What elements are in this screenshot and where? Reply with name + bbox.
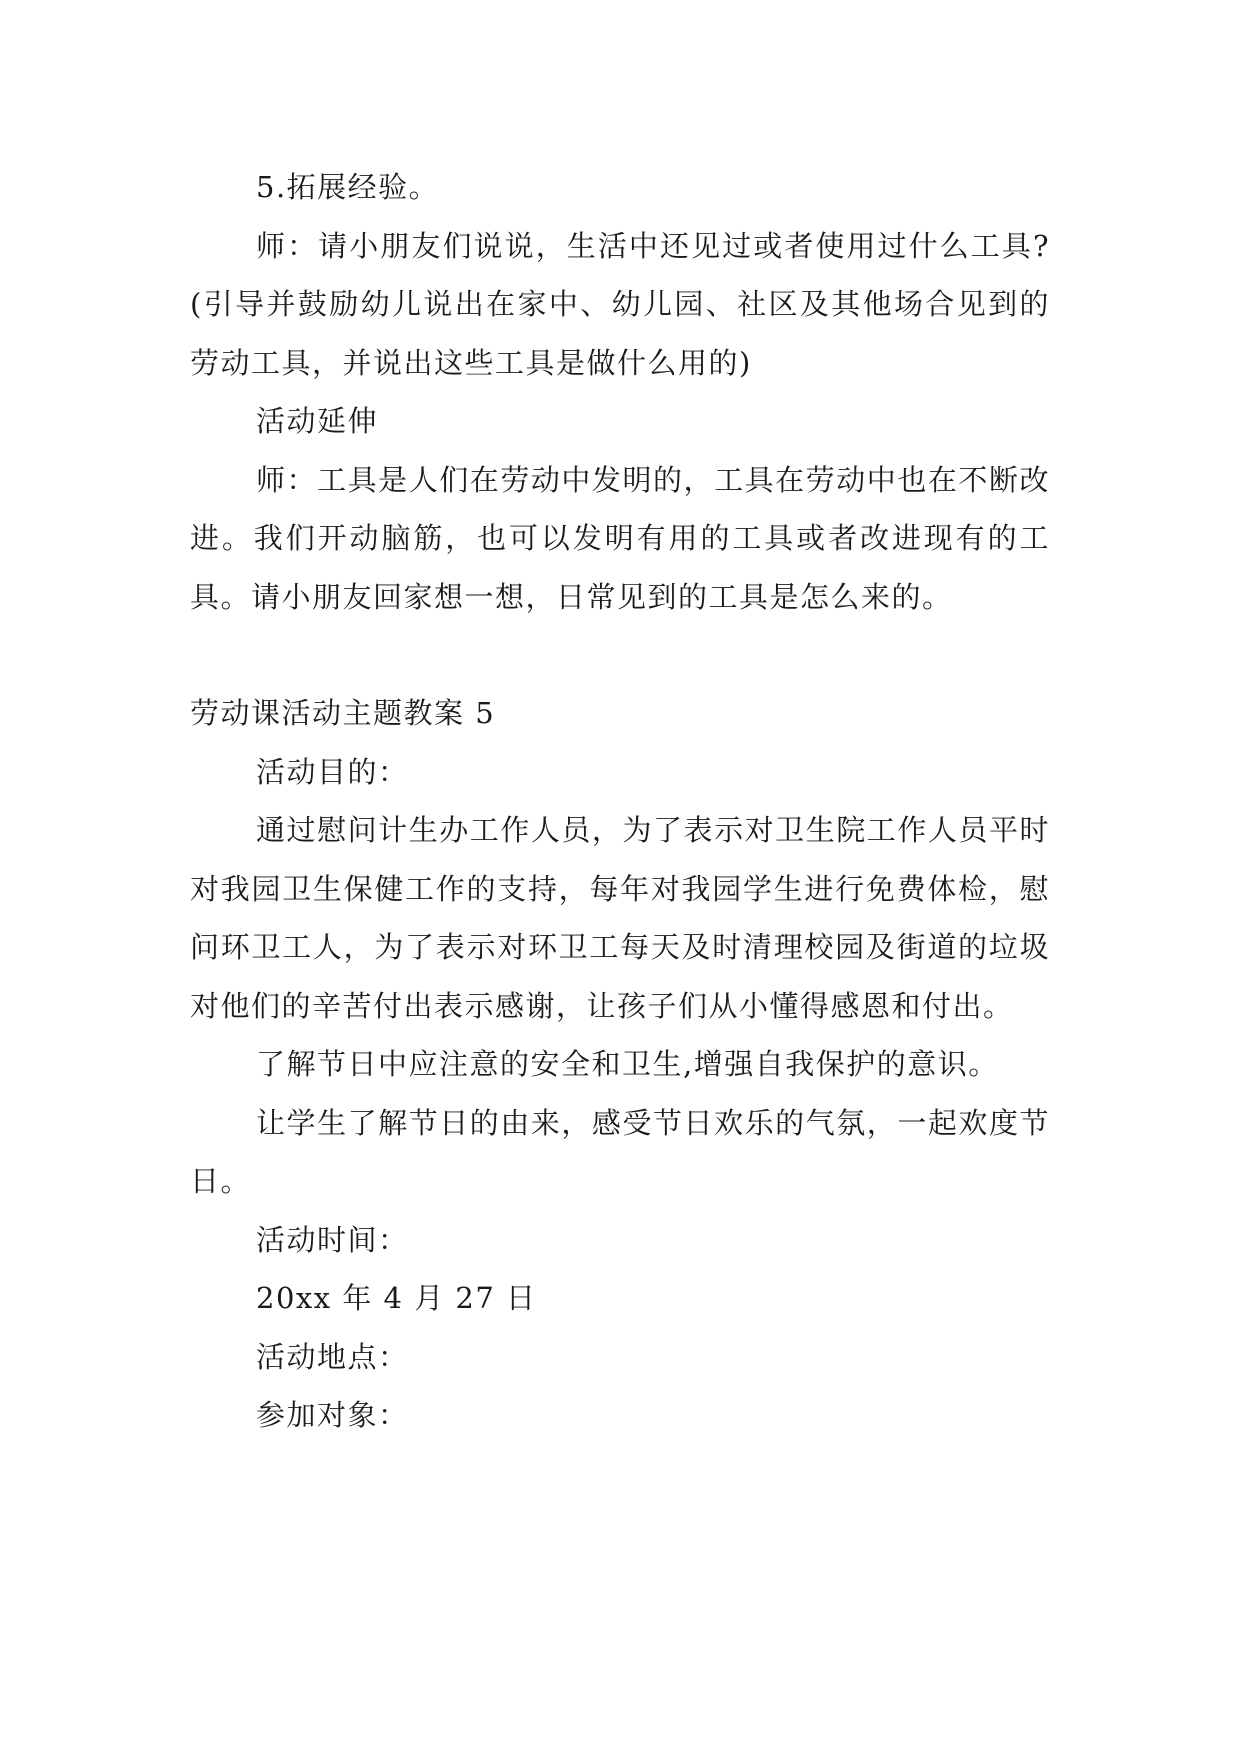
document-body bbox=[190, 158, 1050, 1445]
paragraph-activity-extension-heading: 活动延伸 bbox=[256, 404, 379, 438]
paragraph-activity-purpose: 通过慰问计生办工作人员，为了表示对卫生院工作人员平时对我园卫生保健工作的支持，每年对我园学生进行免费体检，慰问环卫工人，为了表示对环卫工每天及时清理校园及街道的垃圾对他们的辛苦付出表示感谢，让孩子们从小懂得感恩和付出。 bbox=[190, 813, 1050, 1023]
paragraph-activity-date: 20xx 年 4 月 27 日 bbox=[256, 1281, 537, 1315]
paragraph-participants-heading: 参加对象： bbox=[256, 1398, 409, 1432]
paragraph-activity-purpose-heading: 活动目的： bbox=[256, 754, 409, 789]
section-title: 劳动课活动主题教案 5 bbox=[190, 696, 496, 730]
paragraph-teacher-question: 师：请小朋友们说说，生活中还见过或者使用过什么工具?(引导并鼓励幼儿说出在家中、幼儿园、社区及其他场合见到的劳动工具，并说出这些工具是做什么用的) bbox=[190, 228, 1050, 380]
paragraph-step-5: 5.拓展经验。 bbox=[256, 170, 440, 204]
paragraph-activity-time-heading: 活动时间： bbox=[256, 1222, 409, 1257]
paragraph-festival: 让学生了解节日的由来，感受节日欢乐的气氛，一起欢度节日。 bbox=[190, 1105, 1050, 1198]
section-spacer bbox=[190, 626, 1050, 684]
paragraph-activity-extension: 师：工具是人们在劳动中发明的，工具在劳动中也在不断改进。我们开动脑筋，也可以发明有用的工具或者改进现有的工具。请小朋友回家想一想，日常见到的工具是怎么来的。 bbox=[190, 462, 1050, 614]
paragraph-activity-location-heading: 活动地点： bbox=[256, 1339, 409, 1374]
paragraph-safety: 了解节日中应注意的安全和卫生,增强自我保护的意识。 bbox=[256, 1047, 999, 1081]
